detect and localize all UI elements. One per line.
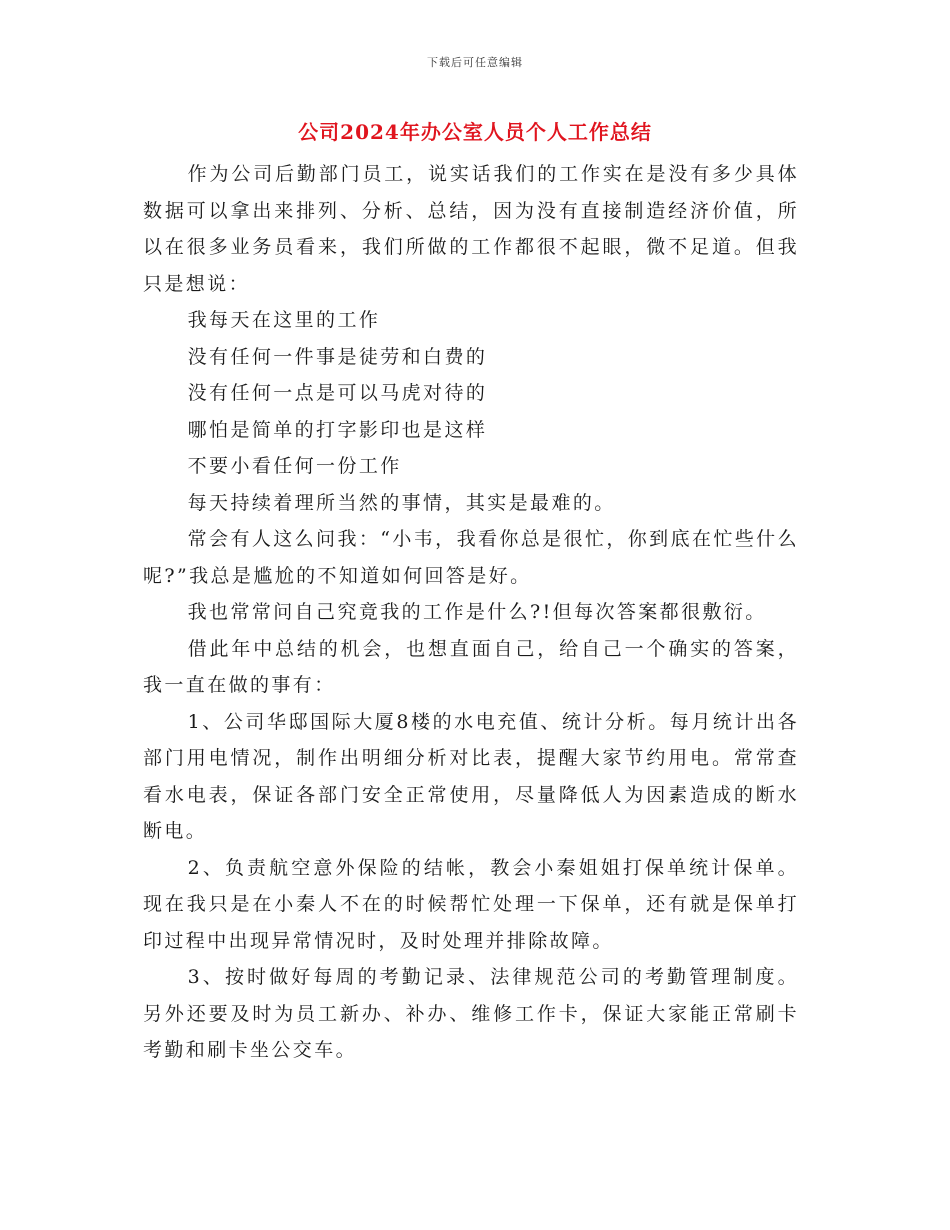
paragraph-verse-3: 没有任何一点是可以马虎对待的 (187, 382, 488, 404)
paragraph-verse-2: 没有任何一件事是徒劳和白费的 (187, 345, 488, 368)
page-header-note: 下载后可任意编辑 (427, 56, 523, 69)
paragraph-verse-5: 不要小看任何一份工作 (187, 455, 402, 477)
paragraph-question: 常会有人这么问我：“小韦，我看你总是很忙，你到底在忙些什么呢?”我总是尴尬的不知道如何回答是好。 (143, 528, 799, 587)
paragraph-item-1: 1、公司华邸国际大厦8楼的水电充值、统计分析。每月统计出各部门用电情况，制作出明细分析对比表，提醒大家节约用电。常常查看水电表，保证各部门安全正常使用，尽量降低人为因素造成的断水断电。 (143, 710, 799, 842)
document-body (143, 156, 799, 1069)
paragraph-verse-6: 每天持续着理所当然的事情，其实是最难的。 (187, 491, 616, 514)
paragraph-verse-4: 哪怕是简单的打字影印也是这样 (187, 418, 488, 441)
paragraph-item-3: 3、按时做好每周的考勤记录、法律规范公司的考勤管理制度。另外还要及时为员工新办、补办、维修工作卡，保证大家能正常刷卡考勤和刷卡坐公交车。 (143, 966, 799, 1061)
paragraph-intro: 作为公司后勤部门员工，说实话我们的工作实在是没有多少具体数据可以拿出来排列、分析、总结，因为没有直接制造经济价值，所以在很多业务员看来，我们所做的工作都很不起眼，微不足道。但我只是想说： (143, 163, 799, 295)
paragraph-summary-intro: 借此年中总结的机会，也想直面自己，给自己一个确实的答案，我一直在做的事有： (143, 637, 799, 696)
paragraph-item-2: 2、负责航空意外保险的结帐，教会小秦姐姐打保单统计保单。现在我只是在小秦人不在的时候帮忙处理一下保单，还有就是保单打印过程中出现异常情况时，及时处理并排除故障。 (143, 856, 799, 952)
document-title: 公司2024年办公室人员个人工作总结 (298, 120, 652, 144)
paragraph-verse-1: 我每天在这里的工作 (187, 309, 381, 331)
paragraph-self-question: 我也常常问自己究竟我的工作是什么?!但每次答案都很敷衍。 (187, 601, 767, 623)
